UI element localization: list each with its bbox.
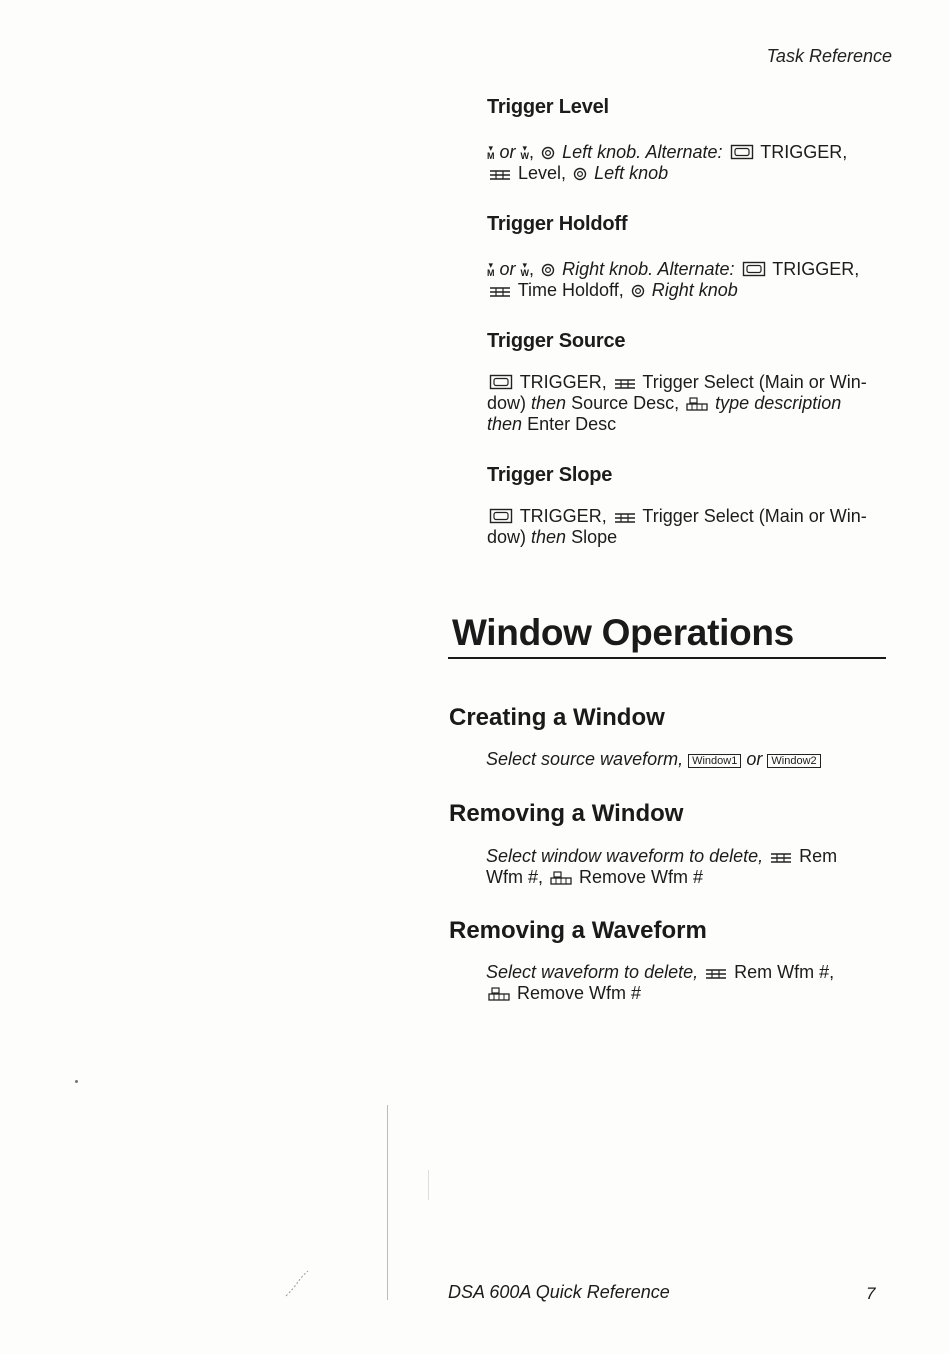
- side-menu-icon: [489, 169, 511, 181]
- window-waveform-icon: ▾ W: [520, 143, 530, 161]
- main-waveform-icon: ▾ M: [487, 260, 495, 278]
- left-knob-text: Left knob: [594, 163, 669, 183]
- keyboard-icon: [686, 397, 708, 411]
- menu-button-icon: [730, 144, 754, 160]
- menu-button-icon: [742, 261, 766, 277]
- trigger-menu-text: TRIGGER,: [760, 142, 848, 162]
- side-menu-icon: [614, 378, 636, 390]
- creating-window-title: Creating a Window: [449, 704, 665, 731]
- type-description-text: type description: [715, 393, 842, 413]
- knob-icon: [631, 284, 645, 298]
- menu-button-icon: [489, 508, 513, 524]
- window2-key: Window2: [767, 754, 820, 768]
- slope-text: Slope: [571, 527, 618, 547]
- scan-speck: [75, 1080, 78, 1083]
- trigger-select-text: Trigger Select (Main or Win-: [642, 372, 867, 392]
- trigger-level-title: Trigger Level: [487, 96, 609, 118]
- trigger-slope-body: TRIGGER, Trigger Select (Main or Win- dow) then Slope: [487, 506, 867, 547]
- knob-alternate-text: Right knob. Alternate:: [562, 259, 735, 279]
- trigger-source-body: TRIGGER, Trigger Select (Main or Win- dow) then Source Desc, type description then Enter Desc: [487, 372, 867, 434]
- running-header: Task Reference: [766, 46, 892, 66]
- main-waveform-icon: ▾ M: [487, 143, 495, 161]
- page-number: 7: [866, 1284, 876, 1303]
- knob-alternate-text: Left knob. Alternate:: [562, 142, 723, 162]
- side-menu-icon: [614, 512, 636, 524]
- keyboard-icon: [550, 871, 572, 885]
- knob-icon: [541, 263, 555, 277]
- trigger-slope-title: Trigger Slope: [487, 464, 613, 486]
- keyboard-icon: [488, 987, 510, 1001]
- trigger-holdoff-title: Trigger Holdoff: [487, 213, 628, 235]
- side-menu-icon: [705, 968, 727, 980]
- holdoff-selector-text: Time Holdoff,: [517, 280, 624, 300]
- trigger-select-text: Trigger Select (Main or Win-: [642, 506, 867, 526]
- or-text: or: [499, 142, 516, 162]
- trigger-menu-text: TRIGGER,: [519, 506, 607, 526]
- scan-mark: [282, 1268, 312, 1300]
- or-text: or: [499, 259, 516, 279]
- right-knob-text: Right knob: [651, 280, 738, 300]
- trigger-menu-text: TRIGGER,: [519, 372, 607, 392]
- menu-button-icon: [489, 374, 513, 390]
- trigger-level-body: ▾ M or ▾ W, Left knob. Alternate: TRIGGER, Level, Left knob: [487, 142, 848, 183]
- knob-icon: [541, 146, 555, 160]
- footer-title: DSA 600A Quick Reference: [448, 1282, 670, 1302]
- removing-window-title: Removing a Window: [449, 800, 684, 827]
- window-waveform-icon: ▾ W: [520, 260, 530, 278]
- side-menu-icon: [489, 286, 511, 298]
- source-desc-text: Source Desc,: [571, 393, 680, 413]
- removing-window-body: Select window waveform to delete, Rem Wfm #, Remove Wfm #: [486, 846, 838, 887]
- trigger-source-title: Trigger Source: [487, 330, 626, 352]
- side-menu-icon: [770, 852, 792, 864]
- scan-line: [387, 1105, 388, 1300]
- removing-waveform-body: Select waveform to delete, Rem Wfm #, Remove Wfm #: [486, 962, 835, 1003]
- scan-line: [428, 1170, 429, 1200]
- knob-icon: [573, 167, 587, 181]
- level-selector-text: Level,: [518, 163, 567, 183]
- removing-waveform-title: Removing a Waveform: [449, 917, 707, 944]
- section-title: Window Operations: [452, 612, 794, 653]
- trigger-holdoff-body: ▾ M or ▾ W, Right knob. Alternate: TRIGGER, Time Holdoff, Right knob: [487, 259, 860, 300]
- section-rule: [448, 657, 886, 659]
- window1-key: Window1: [688, 754, 741, 768]
- enter-desc-text: Enter Desc: [527, 414, 617, 434]
- creating-window-body: Select source waveform, Window1 or Window2: [486, 749, 886, 770]
- trigger-menu-text: TRIGGER,: [772, 259, 860, 279]
